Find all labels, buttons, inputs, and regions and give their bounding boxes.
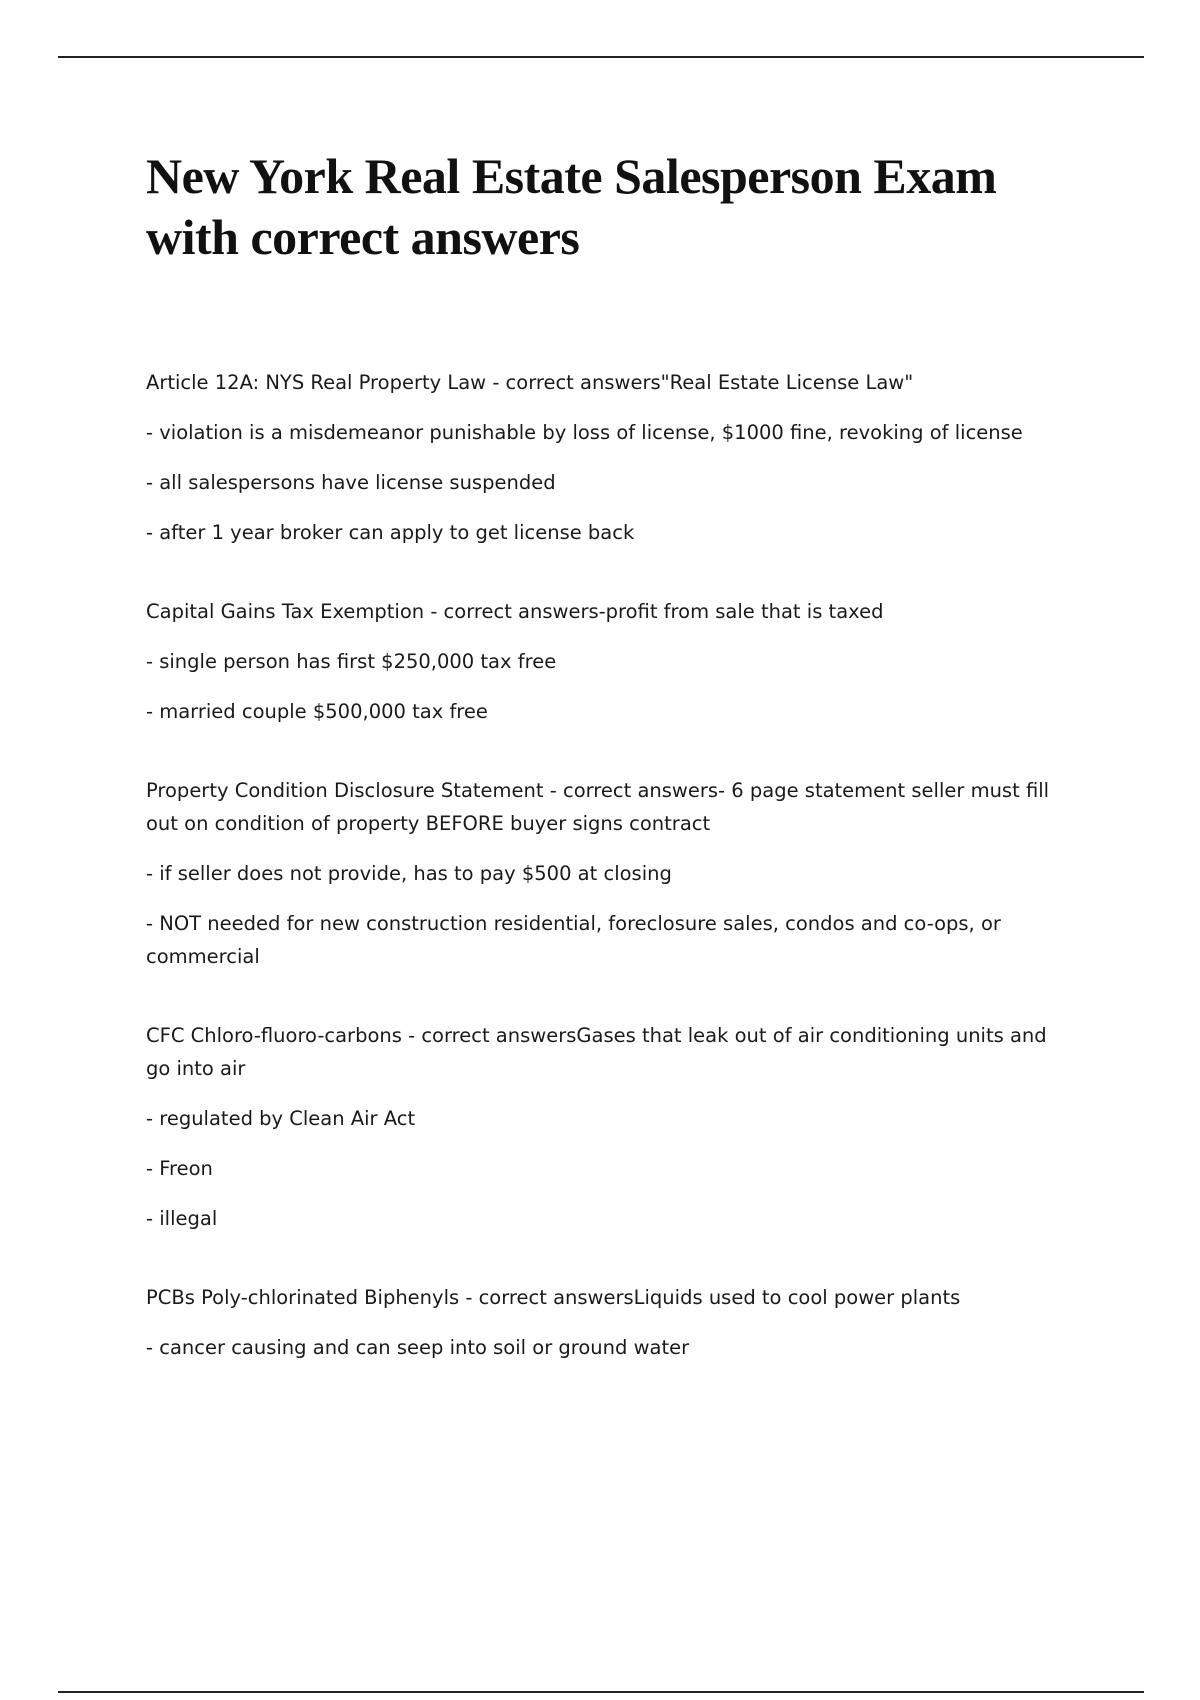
bottom-divider [58,1691,1144,1693]
section-heading: Capital Gains Tax Exemption - correct answers-profit from sale that is taxed [146,600,884,623]
bullet-line: - violation is a misdemeanor punishable by loss of license, $1000 fine, revoking of license [146,421,1023,444]
bullet-line: - cancer causing and can seep into soil or ground water [146,1336,690,1359]
bullet-line: - if seller does not provide, has to pay $500 at closing [146,862,672,885]
section-heading: Article 12A: NYS Real Property Law - correct answers"Real Estate License Law" [146,371,914,394]
bullet-line: - Freon [146,1157,213,1180]
top-divider [58,56,1144,58]
section-cfc [146,1019,1076,1235]
bullet-line: - married couple $500,000 tax free [146,700,488,723]
bullet-line: - regulated by Clean Air Act [146,1107,416,1130]
section-heading: PCBs Poly-chlorinated Biphenyls - correct answersLiquids used to cool power plants [146,1286,961,1309]
page-title: New York Real Estate Salesperson Exam with correct answers [146,148,997,265]
section-property-condition [146,774,1076,973]
bullet-line: - all salespersons have license suspended [146,471,556,494]
bullet-line: - NOT needed for new construction residential, foreclosure sales, condos and co-ops, or commercial [146,912,1001,968]
section-capital-gains [146,595,1076,728]
section-article-12a [146,366,1076,549]
bullet-line: - single person has first $250,000 tax free [146,650,557,673]
section-pcbs [146,1281,1076,1364]
section-heading: CFC Chloro-fluoro-carbons - correct answersGases that leak out of air conditioning units and go into air [146,1024,1047,1080]
document-body [146,366,1076,1410]
bullet-line: - after 1 year broker can apply to get license back [146,521,635,544]
bullet-line: - illegal [146,1207,218,1230]
section-heading: Property Condition Disclosure Statement - correct answers- 6 page statement seller must fill out on condition of property BEFORE buyer signs contract [146,779,1050,835]
